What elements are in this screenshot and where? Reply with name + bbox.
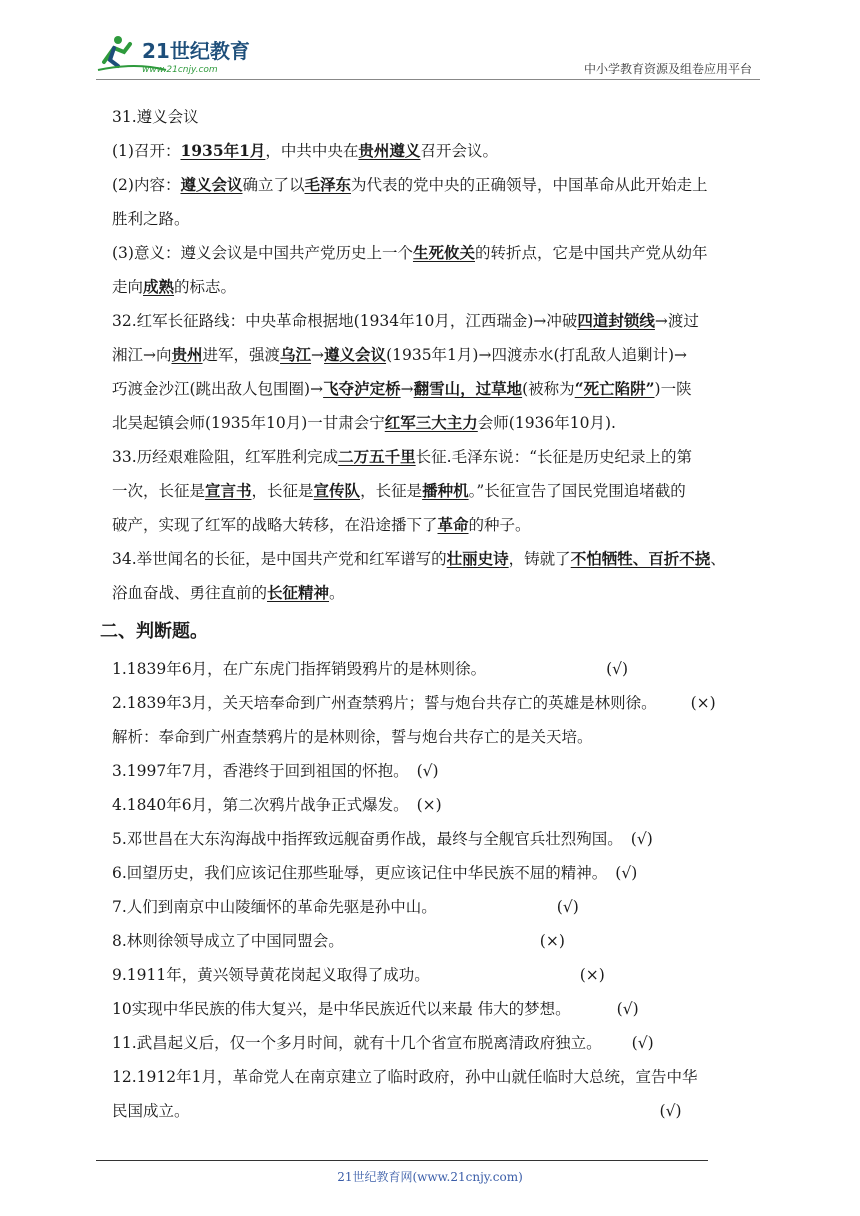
s33-line-3: 破产，实现了红军的战略大转移，在沿途播下了革命的种子。	[112, 515, 531, 534]
s31-line-1: (1)召开：1935年1月，中共中央在贵州遵义召开会议。	[112, 141, 498, 160]
judgement-text: 9.1911年，黄兴领导黄花岗起义取得了成功。	[112, 966, 430, 984]
judgement-text: 10实现中华民族的伟大复兴，是中华民族近代以来最 伟大的梦想。	[112, 1000, 571, 1018]
s31-line-2b: 胜利之路。	[112, 210, 190, 228]
s32-line-4: 北吴起镇会师(1935年10月)一甘肃会宁红军三大主力会师(1936年10月).	[112, 413, 616, 432]
answer-mark: (√)	[556, 898, 579, 916]
header-divider	[96, 79, 760, 80]
answer-mark: (×)	[690, 694, 716, 712]
s31-line-3: (3)意义：遵义会议是中国共产党历史上一个生死攸关的转折点，它是中国共产党从幼年	[112, 243, 708, 262]
answer-mark: (√)	[416, 762, 439, 780]
judgement-text: 3.1997年7月，香港终于回到祖国的怀抱。	[112, 762, 409, 780]
footer-divider	[96, 1160, 708, 1161]
judgement-item	[112, 890, 762, 924]
judgement-text: 2.1839年3月，关天培奉命到广州查禁鸦片；誓与炮台共存亡的英雄是林则徐。	[112, 694, 657, 712]
judgement-text: 8.林则徐领导成立了中国同盟会。	[112, 932, 344, 950]
section-2-heading: 二、判断题。	[100, 621, 208, 642]
runner-logo-icon	[96, 32, 266, 76]
judgement-item	[112, 754, 762, 788]
judge-12-line-2: 民国成立。 (√)	[112, 1094, 762, 1128]
platform-tagline: 中小学教育资源及组卷应用平台	[583, 62, 752, 76]
judgement-item	[112, 822, 762, 856]
judgement-list	[112, 652, 762, 1060]
judgement-item	[112, 992, 762, 1026]
judgement-item	[112, 686, 762, 720]
judgement-item	[112, 788, 762, 822]
section-31-title: 31.遵义会议	[112, 108, 199, 126]
s34-line-2: 浴血奋战、勇往直前的长征精神。	[112, 583, 345, 602]
page-header	[96, 28, 760, 80]
judgement-text: 7.人们到南京中山陵缅怀的革命先驱是孙中山。	[112, 898, 437, 916]
judgement-item	[112, 652, 762, 686]
answer-mark: (√)	[616, 1000, 639, 1018]
judgement-item	[112, 856, 762, 890]
s34-line-1: 34.举世闻名的长征，是中国共产党和红军谱写的壮丽史诗，铸就了不怕牺牲、百折不挠、	[112, 549, 726, 568]
document-body	[100, 100, 762, 1128]
s32-line-2: 湘江→向贵州进军，强渡乌江→遵义会议(1935年1月)→四渡赤水(打乱敌人追剿计)→	[112, 345, 688, 364]
judgement-text: 4.1840年6月，第二次鸦片战争正式爆发。	[112, 796, 409, 814]
answer-mark: (√)	[606, 660, 629, 678]
s32-line-1: 32.红军长征路线：中央革命根据地(1934年10月，江西瑞金)→冲破四道封锁线→渡过	[112, 311, 699, 330]
judge-12-line-1: 12.1912年1月，革命党人在南京建立了临时政府，孙中山就任临时大总统，宣告中华	[112, 1068, 698, 1086]
judgement-text: 5.邓世昌在大东沟海战中指挥致远舰奋勇作战，最终与全舰官兵壮烈殉国。	[112, 830, 623, 848]
answer-mark: (×)	[579, 966, 605, 984]
svg-text:www.21cnjy.com: www.21cnjy.com	[142, 65, 218, 75]
judgement-text: 解析：奉命到广州查禁鸦片的是林则徐，誓与炮台共存亡的是关天培。	[112, 728, 593, 746]
s31-line-2: (2)内容：遵义会议确立了以毛泽东为代表的党中央的正确领导，中国革命从此开始走上	[112, 175, 708, 194]
s33-line-1: 33.历经艰难险阻，红军胜利完成二万五千里长征.毛泽东说：“长征是历史纪录上的第	[112, 447, 693, 466]
s32-line-3: 巧渡金沙江(跳出敌人包围圈)→飞夺泸定桥→翻雪山，过草地(被称为“死亡陷阱”)一陕	[112, 379, 692, 398]
judgement-item	[112, 958, 762, 992]
answer-mark: (×)	[416, 796, 442, 814]
judgement-text: 1.1839年6月，在广东虎门指挥销毁鸦片的是林则徐。	[112, 660, 487, 678]
judgement-text: 6.回望历史，我们应该记住那些耻辱，更应该记住中华民族不屈的精神。	[112, 864, 608, 882]
page-footer[interactable]: 21世纪教育网(www.21cnjy.com)	[337, 1170, 523, 1184]
answer-mark: (×)	[539, 932, 565, 950]
s33-line-2: 一次，长征是宣言书，长征是宣传队，长征是播种机。”长征宣告了国民党围追堵截的	[112, 481, 686, 500]
judgement-item	[112, 720, 762, 754]
answer-mark: (√)	[630, 830, 653, 848]
s31-line-3b: 走向成熟的标志。	[112, 277, 237, 296]
answer-mark: (√)	[615, 864, 638, 882]
answer-mark: (√)	[659, 1102, 682, 1120]
site-logo[interactable]	[96, 32, 266, 76]
judgement-text: 11.武昌起义后，仅一个多月时间，就有十几个省宣布脱离清政府独立。	[112, 1034, 602, 1052]
answer-mark: (√)	[631, 1034, 654, 1052]
judgement-item	[112, 924, 762, 958]
svg-text:21世纪教育: 21世纪教育	[142, 39, 250, 63]
judgement-item	[112, 1026, 762, 1060]
